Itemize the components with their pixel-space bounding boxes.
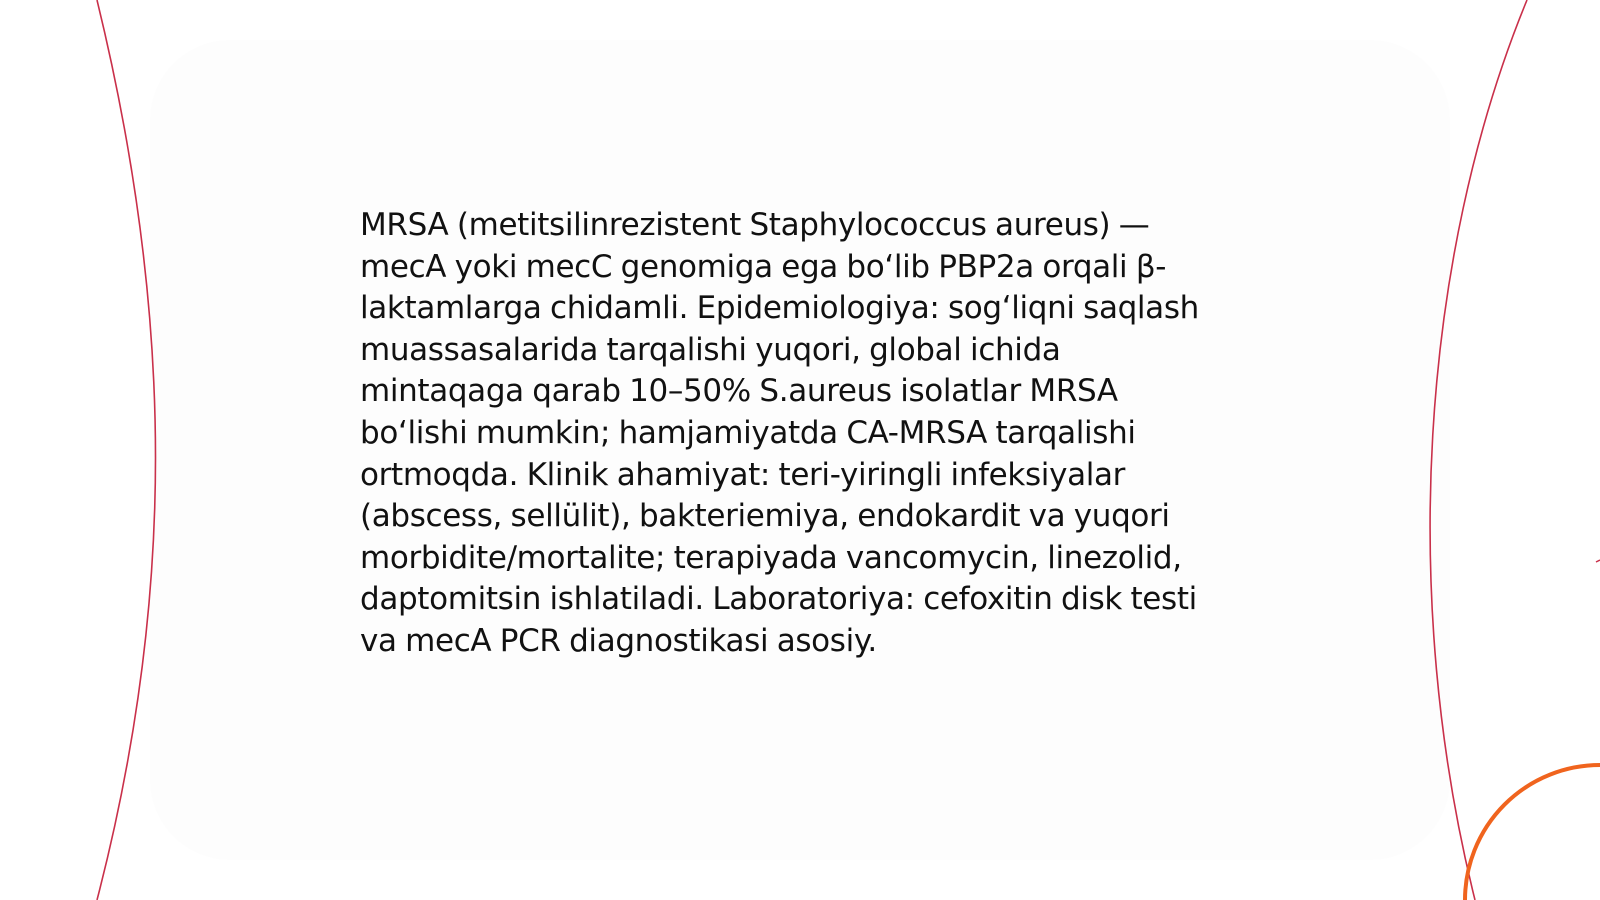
left-curve: [97, 0, 156, 900]
orange-accent-arc: [1465, 765, 1600, 900]
right-edge-tick: [1596, 560, 1600, 562]
slide-body-text: MRSA (metitsilinrezistent Staphylococcus aureus) — mecA yoki mecC genomiga ega bo‘lib PBP2a orqali β-laktamlarga chidamli. Epidemiologiya: sog‘liqni saqlash muassasalarida tarqalishi yuqori, global ichida mintaqaga qarab 10–50% S.aureus isolatlar MRSA bo‘lishi mumkin; hamjamiyatda CA-MRSA tarqalishi ortmoqda. Klinik ahamiyat: teri-yiringli infeksiyalar (abscess, sellülit), bakteriemiya, endokardit va yuqori morbidite/mortalite; terapiyada vancomycin, linezolid, daptomitsin ishlatiladi. Laboratoriya: cefoxitin disk testi va mecA PCR diagnostikasi asosiy.: [360, 207, 1199, 659]
